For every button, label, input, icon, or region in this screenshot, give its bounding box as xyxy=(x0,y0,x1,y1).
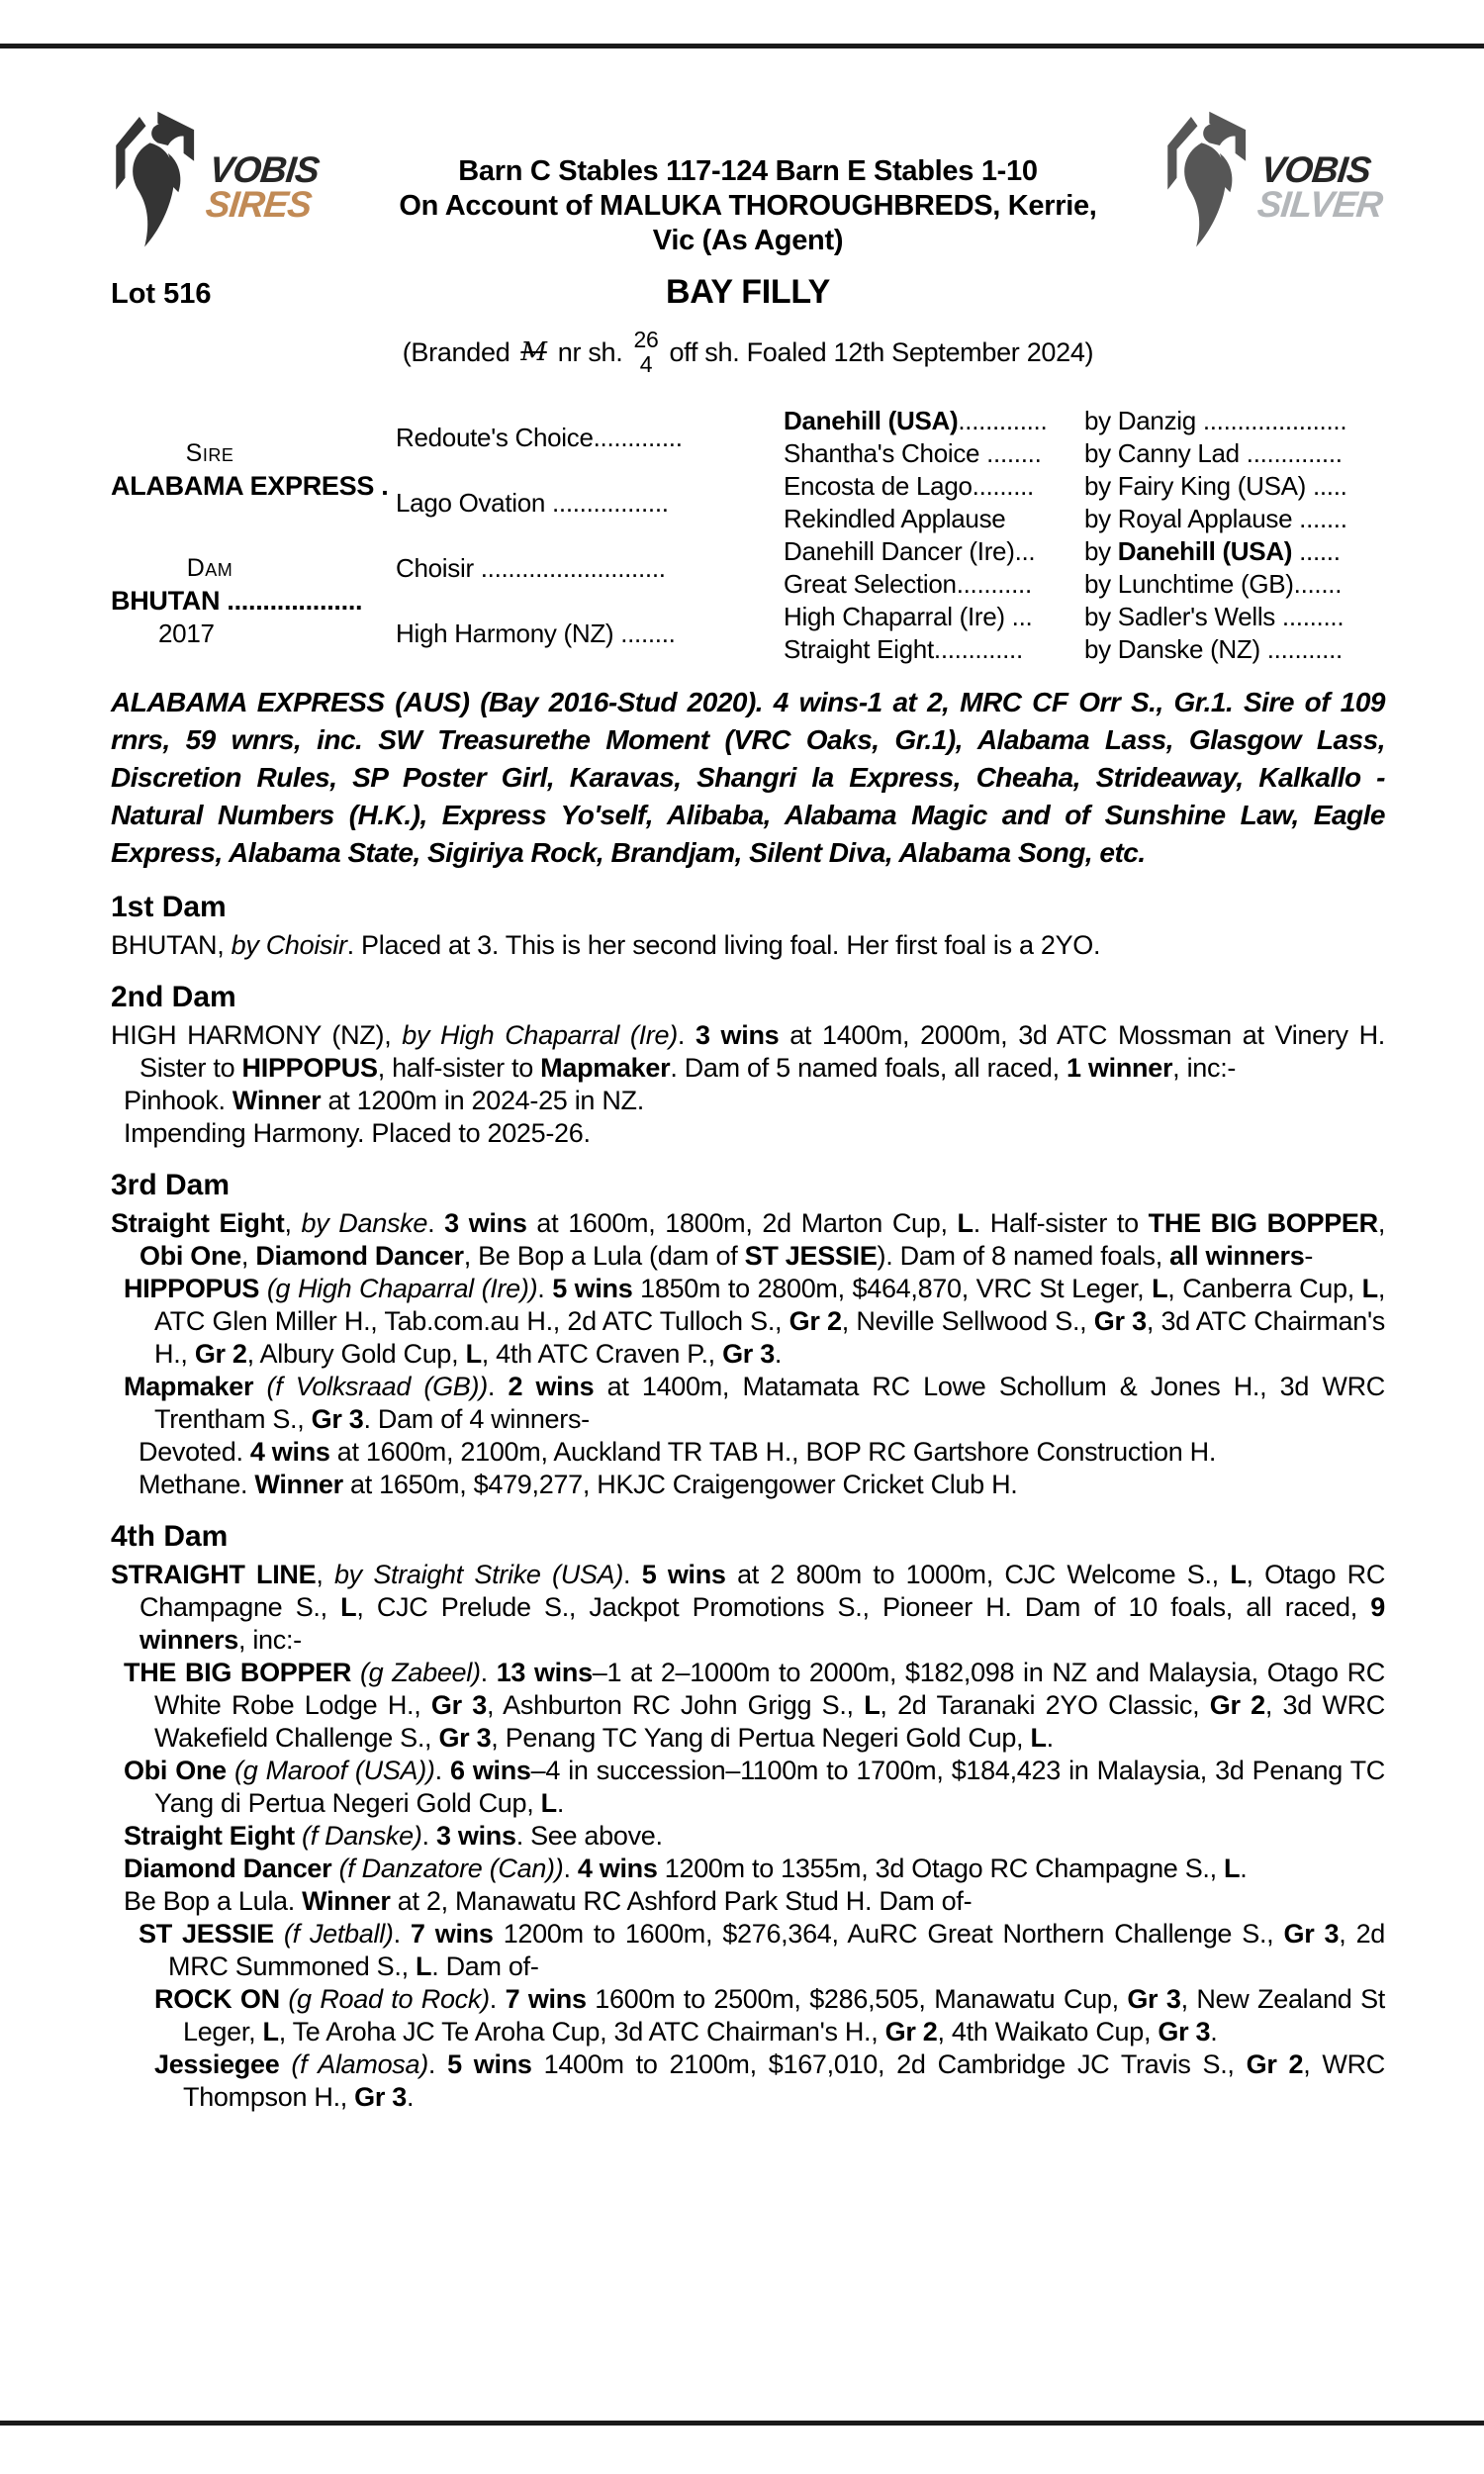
vobis-silver-logo xyxy=(1162,103,1385,271)
vobis-wordmark: VOBIS xyxy=(207,148,322,190)
pedigree-gen2-2: Choisir ........................... xyxy=(396,552,666,583)
pedigree-gen4-5: by Lunchtime (GB)....... xyxy=(1084,569,1343,599)
pedigree-gen4-7: by Danske (NZ) ........... xyxy=(1084,634,1343,664)
foal-entry: Devoted. 4 wins at 1600m, 2100m, Auckland TR TAB H., BOP RC Gartshore Construction H. xyxy=(139,1437,1217,1467)
dam-year: 2017 xyxy=(158,618,215,648)
pedigree-gen3-0: Danehill (USA)............. xyxy=(784,406,1048,435)
pedigree-gen3-4: Danehill Dancer (Ire)... xyxy=(784,536,1036,566)
foal-entry: Straight Eight (f Danske). 3 wins. See above. xyxy=(124,1821,663,1851)
brand-fraction-top: 26 xyxy=(633,327,659,352)
pedigree-gen3-5: Great Selection........... xyxy=(784,569,1032,599)
account-line-2: Vic (As Agent) xyxy=(652,225,844,256)
foal-entry: Jessiegee (f Alamosa). 5 wins 1400m to 2100m, $167,010, 2d Cambridge JC Travis S., Gr 2, WRC Thompson H., Gr 3. xyxy=(154,2049,1385,2112)
dam-name: BHUTAN ................... xyxy=(111,585,363,616)
sire-name: ALABAMA EXPRESS . xyxy=(111,471,389,501)
brand-mark: M xyxy=(520,337,547,367)
pedigree-gen4-0: by Danzig ..................... xyxy=(1084,406,1347,435)
barn-line: Barn C Stables 117-124 Barn E Stables 1-10 xyxy=(458,155,1038,187)
dam-entry: Straight Eight, by Danske. 3 wins at 1600m, 1800m, 2d Marton Cup, L. Half-sister to THE BIG BOPPER, Obi One, Diamond Dancer, Be Bop a Lula (dam of ST JESSIE). Dam of 8 named foals, all winners- xyxy=(111,1208,1386,1271)
foal-entry: ROCK ON (g Road to Rock). 7 wins 1600m to 2500m, $286,505, Manawatu Cup, Gr 3, New Zealand St Leger, L, Te Aroha JC Te Aroha Cup, 3d ATC Chairman's H., Gr 2, 4th Waikato Cup, Gr 3. xyxy=(154,1984,1385,2046)
pedigree-gen4-3: by Royal Applause ....... xyxy=(1084,504,1347,533)
foal-entry: ST JESSIE (f Jetball). 7 wins 1200m to 1600m, $276,364, AuRC Great Northern Challenge S., Gr 3, 2d MRC Summoned S., L. Dam of- xyxy=(139,1919,1386,1981)
vobis-wordmark: VOBIS xyxy=(1258,148,1373,190)
dam-label: Dam xyxy=(186,553,233,582)
foal-entry: Diamond Dancer (f Danzatore (Can)). 4 wins 1200m to 1355m, 3d Otago RC Champagne S., L. xyxy=(124,1854,1248,1883)
account-line: On Account of MALUKA THOROUGHBREDS, Kerrie, xyxy=(399,190,1097,222)
lot-number: Lot 516 xyxy=(111,278,212,310)
page-header xyxy=(111,103,1385,271)
pedigree-sire-cell xyxy=(111,405,396,535)
pedigree-table xyxy=(111,405,1385,666)
dam-entry: STRAIGHT LINE, by Straight Strike (USA). 5 wins at 2 800m to 1000m, CJC Welcome S., L, Otago RC Champagne S., L, CJC Prelude S., Jackpot Promotions S., Pioneer H. Dam of 10 foals, all raced, 9 winners, inc:- xyxy=(111,1560,1386,1655)
brand-near-shoulder: nr sh. xyxy=(557,336,623,367)
foal-entry: Mapmaker (f Volksraad (GB)). 2 wins at 1400m, Matamata RC Lowe Schollum & Jones H., 3d WRC Trentham S., Gr 3. Dam of 4 winners- xyxy=(124,1372,1385,1434)
dam-entry: BHUTAN, by Choisir. Placed at 3. This is her second living foal. Her first foal is a 2YO. xyxy=(111,930,1101,960)
brand-fraction-bottom: 4 xyxy=(639,351,653,377)
brand-prefix: (Branded xyxy=(402,336,510,367)
pedigree-gen3-3: Rekindled Applause xyxy=(784,504,1006,533)
foal-entry: Pinhook. Winner at 1200m in 2024-25 in NZ. xyxy=(124,1086,644,1115)
brand-line xyxy=(111,322,1385,383)
foal-entry: Obi One (g Maroof (USA)). 6 wins–4 in succession–1100m to 1700m, $184,423 in Malaysia, 3d Penang TC Yang di Pertua Negeri Gold Cup, L. xyxy=(124,1756,1386,1818)
lot-row xyxy=(111,273,1385,312)
dam-entry: HIGH HARMONY (NZ), by High Chaparral (Ire). 3 wins at 1400m, 2000m, 3d ATC Mossman at Vinery H. Sister to HIPPOPUS, half-sister to Mapmaker. Dam of 5 named foals, all raced, 1 winner, inc:- xyxy=(111,1020,1385,1083)
pedigree-gen3-6: High Chaparral (Ire) ... xyxy=(784,602,1033,631)
section-heading-3rd-dam: 3rd Dam xyxy=(111,1169,231,1201)
foal-entry: HIPPOPUS (g High Chaparral (Ire)). 5 wins 1850m to 2800m, $464,870, VRC St Leger, L, Canberra Cup, L, ATC Glen Miller H., Tab.com.au H., 2d ATC Tulloch S., Gr 2, Neville Sellwood S., Gr 3, 3d ATC Chairman's H., Gr 2, Albury Gold Cup, L, 4th ATC Craven P., Gr 3. xyxy=(124,1274,1386,1369)
pedigree-gen4-6: by Sadler's Wells ......... xyxy=(1084,602,1345,631)
foal-entry: Impending Harmony. Placed to 2025-26. xyxy=(124,1118,591,1148)
horse-jockey-icon xyxy=(111,109,202,265)
pedigree-gen3-1: Shantha's Choice ........ xyxy=(784,438,1042,468)
foal-entry: Be Bop a Lula. Winner at 2, Manawatu RC Ashford Park Stud H. Dam of- xyxy=(124,1886,973,1916)
pedigree-dam-cell xyxy=(111,535,396,666)
vobis-sires-logo xyxy=(111,103,333,271)
sires-wordmark: SIRES xyxy=(204,184,314,225)
sire-summary-paragraph: ALABAMA EXPRESS (AUS) (Bay 2016-Stud 2020). 4 wins-1 at 2, MRC CF Orr S., Gr.1. Sire of 109 rnrs, 59 wnrs, inc. SW Treasurethe Moment (VRC Oaks, Gr.1), Alabama Lass, Glasgow Lass, Discretion Rules, SP Poster Girl, Karavas, Shangri la Express, Cheaha, Strideaway, Kalkallo - Natural Numbers (H.K.), Express Yo'self, Alibaba, Alabama Magic and of Sunshine Law, Eagle Express, Alabama State, Sigiriya Rock, Brandjam, Silent Diva, Alabama Song, etc. xyxy=(111,687,1385,868)
section-heading-1st-dam: 1st Dam xyxy=(111,891,227,923)
pedigree-gen4-4: by Danehill (USA) ...... xyxy=(1084,536,1341,566)
pedigree-gen4-1: by Canny Lad .............. xyxy=(1084,438,1343,468)
sire-label: Sire xyxy=(185,439,234,467)
top-rule xyxy=(0,44,1484,48)
silver-wordmark: SILVER xyxy=(1255,184,1384,225)
pedigree-gen3-7: Straight Eight............. xyxy=(784,634,1023,664)
section-heading-2nd-dam: 2nd Dam xyxy=(111,981,236,1013)
page-title: BAY FILLY xyxy=(665,273,831,311)
horse-jockey-icon xyxy=(1162,109,1253,265)
bottom-rule xyxy=(0,2421,1484,2426)
pedigree-gen4-2: by Fairy King (USA) ..... xyxy=(1084,471,1347,501)
brand-fraction xyxy=(633,328,658,377)
foal-entry: Methane. Winner at 1650m, $479,277, HKJC Craigengower Cricket Club H. xyxy=(139,1470,1018,1499)
foal-entry: THE BIG BOPPER (g Zabeel). 13 wins–1 at 2–1000m to 2000m, $182,098 in NZ and Malaysia, Otago RC White Robe Lodge H., Gr 3, Ashburton RC John Grigg S., L, 2d Taranaki 2YO Classic, Gr 2, 3d WRC Wakefield Challenge S., Gr 3, Penang TC Yang di Pertua Negeri Gold Cup, L. xyxy=(124,1658,1385,1753)
pedigree-gen2-1: Lago Ovation ................. xyxy=(396,487,669,518)
brand-suffix: off sh. Foaled 12th September 2024) xyxy=(669,336,1094,367)
section-heading-4th-dam: 4th Dam xyxy=(111,1520,229,1553)
pedigree-gen2-3: High Harmony (NZ) ........ xyxy=(396,618,676,648)
pedigree-gen2-0: Redoute's Choice............. xyxy=(396,422,683,452)
pedigree-gen3-2: Encosta de Lago......... xyxy=(784,471,1034,501)
consignor-block xyxy=(333,103,1162,258)
